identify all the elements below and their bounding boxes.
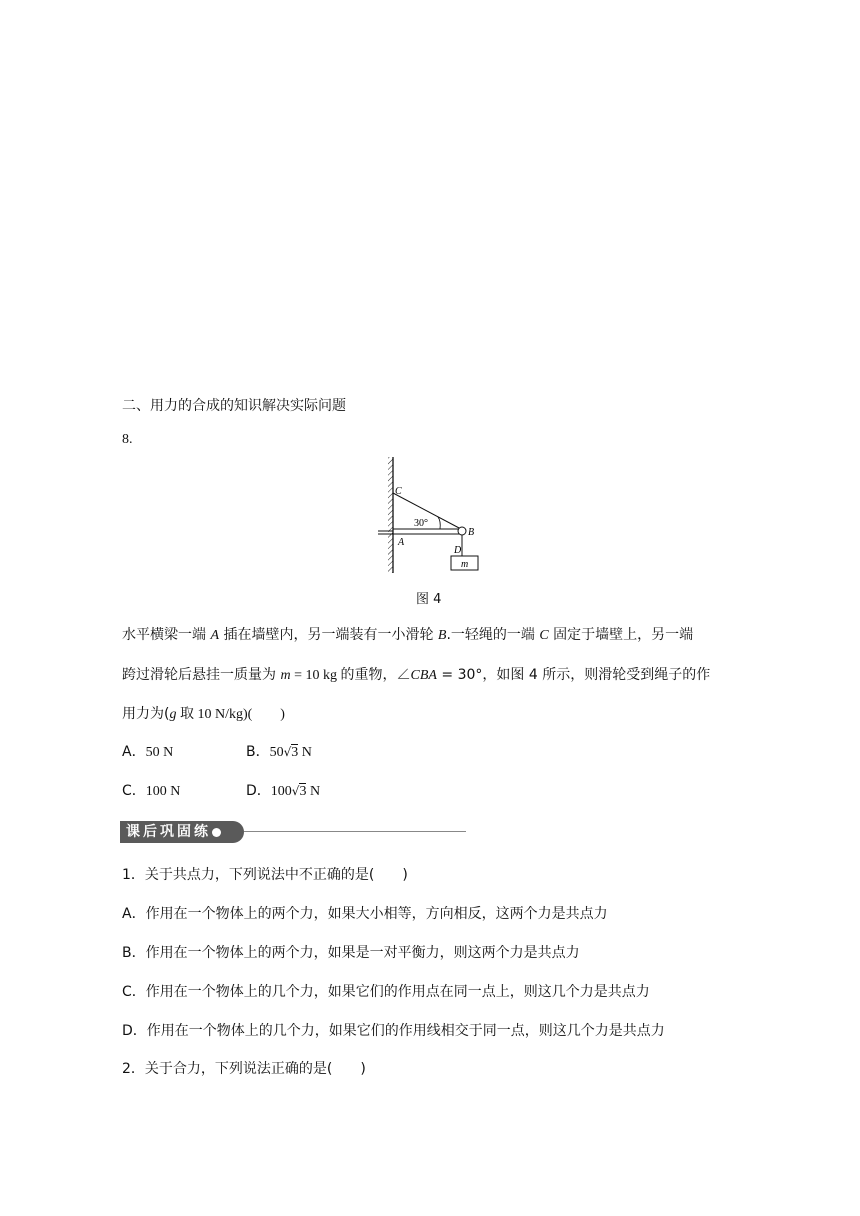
q1-stem-end: ) — [402, 867, 408, 883]
option-d-coef: 100 — [270, 784, 292, 799]
figure-caption: 图 4 — [416, 592, 442, 607]
q1-stem — [122, 865, 408, 885]
option-d-label: D． — [246, 783, 271, 799]
pulley — [458, 527, 466, 535]
practice-section-badge — [120, 821, 244, 843]
q8-option-c — [122, 781, 180, 802]
wall-hatching — [388, 457, 393, 573]
sqrt-symbol: √ — [283, 745, 292, 759]
q8-line1-t2: 插在墙壁内，另一端装有一小滑轮 — [219, 627, 438, 643]
q8-option-b — [246, 742, 312, 763]
label-d: D — [454, 545, 462, 556]
q8-line1-t4: 固定于墙壁上，另一端 — [548, 627, 694, 643]
q2-stem-text: 2．关于合力，下列说法正确的是( — [122, 1061, 333, 1077]
q8-line3-t1: 用力为( — [122, 706, 170, 722]
q8-line1-t1: 水平横梁一端 — [122, 627, 211, 643]
q2-stem — [122, 1059, 366, 1079]
option-b-coef: 50 — [269, 745, 284, 760]
var-g: g — [169, 707, 177, 722]
q8-line1-t3: .一轻绳的一端 — [446, 627, 540, 643]
q8-line2-t2: = 10 kg 的重物，∠ — [290, 668, 411, 683]
option-d-radicand: 3 — [299, 784, 307, 799]
q8-line-2 — [122, 665, 710, 686]
angle-arc — [438, 517, 440, 529]
var-a: A — [210, 628, 220, 643]
var-c: C — [539, 628, 549, 643]
option-d-unit: N — [306, 784, 321, 799]
label-angle: 30° — [414, 518, 428, 529]
q8-line2-t3: = 30°，如图 4 所示，则滑轮受到绳子的作 — [436, 667, 711, 683]
label-a: A — [398, 537, 405, 548]
pulley-diagram — [374, 455, 486, 577]
question-number: 8. — [122, 432, 133, 447]
option-b-label: B． — [246, 744, 270, 760]
section-heading: 二、用力的合成的知识解决实际问题 — [122, 398, 346, 414]
q1-option-c: C．作用在一个物体上的几个力，如果它们的作用点在同一点上，则这几个力是共点力 — [122, 984, 650, 1000]
option-a-value: 50 N — [145, 745, 174, 760]
option-b-unit: N — [298, 745, 312, 760]
q1-option-a: A．作用在一个物体上的两个力，如果大小相等，方向相反，这两个力是共点力 — [122, 906, 608, 922]
q1-option-d: D．作用在一个物体上的几个力，如果它们的作用线相交于同一点，则这几个力是共点力 — [122, 1023, 665, 1039]
q8-line-1 — [122, 625, 693, 646]
q8-line2-t1: 跨过滑轮后悬挂一质量为 — [122, 667, 281, 683]
sqrt-symbol: √ — [291, 784, 300, 798]
label-b: B — [468, 527, 475, 538]
q1-option-b: B．作用在一个物体上的两个力，如果是一对平衡力，则这两个力是共点力 — [122, 945, 580, 961]
section-divider — [244, 831, 466, 832]
q8-line3-t2: 取 10 N/kg)( — [176, 707, 253, 722]
var-cba: CBA — [410, 668, 437, 683]
q8-option-d — [246, 781, 320, 802]
badge-label: 课后巩固练 — [126, 824, 211, 840]
bullet-dot-icon — [212, 828, 221, 837]
var-m: m — [280, 668, 291, 683]
option-c-label: C． — [122, 783, 146, 799]
q8-line-3 — [122, 704, 285, 725]
option-a-label: A． — [122, 744, 146, 760]
var-b: B — [437, 628, 447, 643]
q8-option-a — [122, 742, 173, 763]
option-c-value: 100 N — [145, 784, 181, 799]
q8-line3-t3: ) — [280, 707, 285, 722]
option-b-radicand: 3 — [291, 745, 299, 760]
q2-stem-end: ) — [360, 1061, 366, 1077]
label-c: C — [395, 486, 402, 497]
q1-stem-text: 1．关于共点力，下列说法中不正确的是( — [122, 867, 375, 883]
label-m: m — [461, 559, 469, 570]
